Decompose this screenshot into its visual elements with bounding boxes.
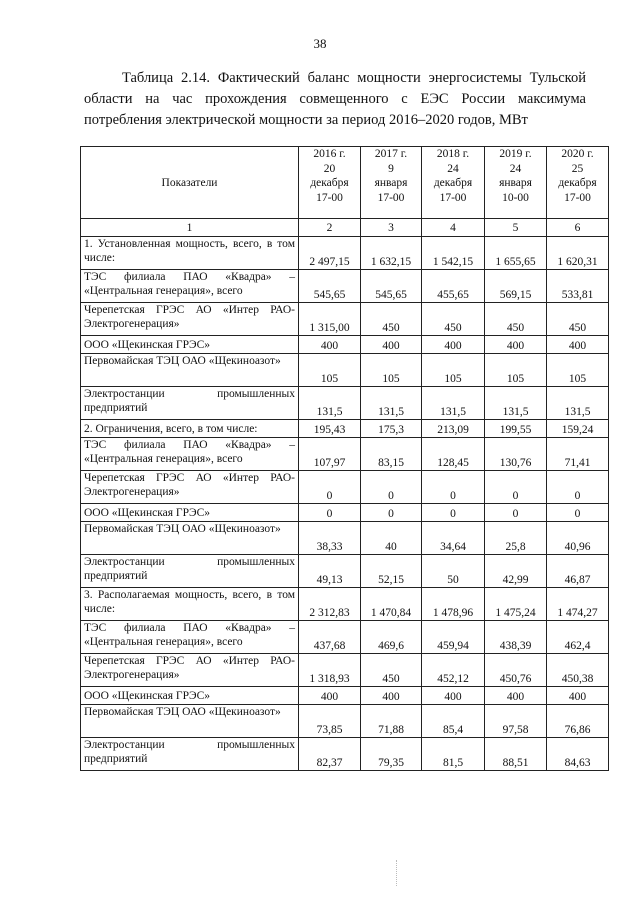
row-value: 213,09 <box>422 420 485 438</box>
row-value: 450,76 <box>485 654 547 687</box>
row-value: 400 <box>485 687 547 705</box>
row-value: 131,5 <box>299 387 361 420</box>
row-value: 131,5 <box>547 387 609 420</box>
row-value: 82,37 <box>299 738 361 771</box>
row-value: 42,99 <box>485 555 547 588</box>
row-value: 40,96 <box>547 522 609 555</box>
row-value: 71,88 <box>361 705 422 738</box>
row-value: 131,5 <box>485 387 547 420</box>
row-value: 2 497,15 <box>299 237 361 270</box>
page-number: 38 <box>313 36 327 51</box>
table-caption: Таблица 2.14. Фактический баланс мощности энергосистемы Тульской области на час прохождения совмещенного с ЕЭС России максимума потребления электрической мощности за период 2016–2020 годов, МВт <box>84 70 586 128</box>
year-header: 2019 г. 24 января 10-00 <box>485 147 547 219</box>
row-value: 400 <box>299 336 361 354</box>
row-value: 0 <box>299 504 361 522</box>
table-row <box>81 522 609 555</box>
row-value: 1 620,31 <box>547 237 609 270</box>
row-value: 400 <box>422 687 485 705</box>
row-value: 1 478,96 <box>422 588 485 621</box>
row-value: 73,85 <box>299 705 361 738</box>
row-label: Первомайская ТЭЦ ОАО «Щекиноазот» <box>81 705 299 738</box>
row-value: 105 <box>547 354 609 387</box>
row-value: 1 632,15 <box>361 237 422 270</box>
row-value: 400 <box>547 687 609 705</box>
table-row <box>81 471 609 504</box>
header-row <box>81 147 609 219</box>
row-value: 84,63 <box>547 738 609 771</box>
row-value: 0 <box>422 504 485 522</box>
row-value: 105 <box>485 354 547 387</box>
row-label: Черепетская ГРЭС АО «Интер РАО-Электрогенерация» <box>81 471 299 504</box>
row-value: 452,12 <box>422 654 485 687</box>
row-value: 0 <box>299 471 361 504</box>
row-label: Черепетская ГРЭС АО «Интер РАО-Электрогенерация» <box>81 654 299 687</box>
row-value: 1 318,93 <box>299 654 361 687</box>
year-header: 2016 г. 20 декабря 17-00 <box>299 147 361 219</box>
column-number: 4 <box>422 219 485 237</box>
power-balance-table <box>80 146 609 771</box>
row-label: 2. Ограничения, всего, в том числе: <box>81 420 299 438</box>
row-value: 1 655,65 <box>485 237 547 270</box>
year-header: 2018 г. 24 декабря 17-00 <box>422 147 485 219</box>
row-value: 49,13 <box>299 555 361 588</box>
row-value: 400 <box>361 687 422 705</box>
row-label: Электростанции промышленных предприятий <box>81 555 299 588</box>
row-label: Электростанции промышленных предприятий <box>81 738 299 771</box>
row-value: 0 <box>361 504 422 522</box>
table-row <box>81 387 609 420</box>
row-value: 450 <box>422 303 485 336</box>
row-value: 34,64 <box>422 522 485 555</box>
row-value: 128,45 <box>422 438 485 471</box>
row-value: 0 <box>485 471 547 504</box>
year-header: 2020 г. 25 декабря 17-00 <box>547 147 609 219</box>
row-value: 400 <box>299 687 361 705</box>
row-value: 450 <box>485 303 547 336</box>
table-row <box>81 705 609 738</box>
row-value: 199,55 <box>485 420 547 438</box>
column-number-row <box>81 219 609 237</box>
indicators-header: Показатели <box>81 147 299 219</box>
row-value: 71,41 <box>547 438 609 471</box>
row-value: 459,94 <box>422 621 485 654</box>
scan-artifact <box>396 860 411 886</box>
table-row <box>81 237 609 270</box>
row-value: 400 <box>547 336 609 354</box>
row-value: 545,65 <box>361 270 422 303</box>
row-value: 533,81 <box>547 270 609 303</box>
column-number: 2 <box>299 219 361 237</box>
row-value: 85,4 <box>422 705 485 738</box>
row-value: 438,39 <box>485 621 547 654</box>
row-value: 97,58 <box>485 705 547 738</box>
table-body <box>81 237 609 771</box>
row-value: 40 <box>361 522 422 555</box>
row-value: 131,5 <box>422 387 485 420</box>
row-value: 195,43 <box>299 420 361 438</box>
row-value: 0 <box>422 471 485 504</box>
table-row <box>81 336 609 354</box>
row-value: 0 <box>547 504 609 522</box>
row-value: 0 <box>361 471 422 504</box>
row-value: 131,5 <box>361 387 422 420</box>
row-label: Электростанции промышленных предприятий <box>81 387 299 420</box>
row-value: 469,6 <box>361 621 422 654</box>
column-number: 6 <box>547 219 609 237</box>
year-header: 2017 г. 9 января 17-00 <box>361 147 422 219</box>
row-value: 1 542,15 <box>422 237 485 270</box>
row-value: 76,86 <box>547 705 609 738</box>
row-value: 1 474,27 <box>547 588 609 621</box>
row-value: 107,97 <box>299 438 361 471</box>
row-value: 83,15 <box>361 438 422 471</box>
row-label: ООО «Щекинская ГРЭС» <box>81 504 299 522</box>
row-label: ООО «Щекинская ГРЭС» <box>81 687 299 705</box>
row-value: 450 <box>361 654 422 687</box>
row-value: 1 475,24 <box>485 588 547 621</box>
row-value: 400 <box>485 336 547 354</box>
row-label: Черепетская ГРЭС АО «Интер РАО-Электрогенерация» <box>81 303 299 336</box>
row-value: 38,33 <box>299 522 361 555</box>
table-row <box>81 654 609 687</box>
row-value: 2 312,83 <box>299 588 361 621</box>
table-row <box>81 555 609 588</box>
table-row <box>81 588 609 621</box>
row-label: Первомайская ТЭЦ ОАО «Щекиноазот» <box>81 354 299 387</box>
row-value: 46,87 <box>547 555 609 588</box>
row-value: 0 <box>485 504 547 522</box>
row-value: 0 <box>547 471 609 504</box>
column-number: 5 <box>485 219 547 237</box>
table-row <box>81 687 609 705</box>
row-value: 105 <box>299 354 361 387</box>
column-number: 1 <box>81 219 299 237</box>
table-row <box>81 354 609 387</box>
row-value: 1 470,84 <box>361 588 422 621</box>
row-value: 569,15 <box>485 270 547 303</box>
row-value: 455,65 <box>422 270 485 303</box>
row-label: 1. Установленная мощность, всего, в том числе: <box>81 237 299 270</box>
row-value: 437,68 <box>299 621 361 654</box>
row-value: 88,51 <box>485 738 547 771</box>
column-number: 3 <box>361 219 422 237</box>
row-label: ТЭС филиала ПАО «Квадра» – «Центральная генерация», всего <box>81 621 299 654</box>
row-value: 159,24 <box>547 420 609 438</box>
row-label: 3. Располагаемая мощность, всего, в том числе: <box>81 588 299 621</box>
row-value: 400 <box>422 336 485 354</box>
row-value: 50 <box>422 555 485 588</box>
row-value: 175,3 <box>361 420 422 438</box>
row-value: 450 <box>547 303 609 336</box>
row-value: 105 <box>422 354 485 387</box>
table-row <box>81 420 609 438</box>
row-value: 105 <box>361 354 422 387</box>
row-value: 79,35 <box>361 738 422 771</box>
row-value: 25,8 <box>485 522 547 555</box>
table-row <box>81 303 609 336</box>
row-value: 450 <box>361 303 422 336</box>
row-value: 450,38 <box>547 654 609 687</box>
table-row <box>81 738 609 771</box>
row-value: 52,15 <box>361 555 422 588</box>
row-value: 462,4 <box>547 621 609 654</box>
row-label: ТЭС филиала ПАО «Квадра» – «Центральная генерация», всего <box>81 438 299 471</box>
row-value: 81,5 <box>422 738 485 771</box>
row-label: ТЭС филиала ПАО «Квадра» – «Центральная генерация», всего <box>81 270 299 303</box>
table-row <box>81 270 609 303</box>
table-row <box>81 621 609 654</box>
row-value: 1 315,00 <box>299 303 361 336</box>
table-row <box>81 504 609 522</box>
row-value: 400 <box>361 336 422 354</box>
row-value: 130,76 <box>485 438 547 471</box>
row-label: ООО «Щекинская ГРЭС» <box>81 336 299 354</box>
table-row <box>81 438 609 471</box>
row-label: Первомайская ТЭЦ ОАО «Щекиноазот» <box>81 522 299 555</box>
row-value: 545,65 <box>299 270 361 303</box>
